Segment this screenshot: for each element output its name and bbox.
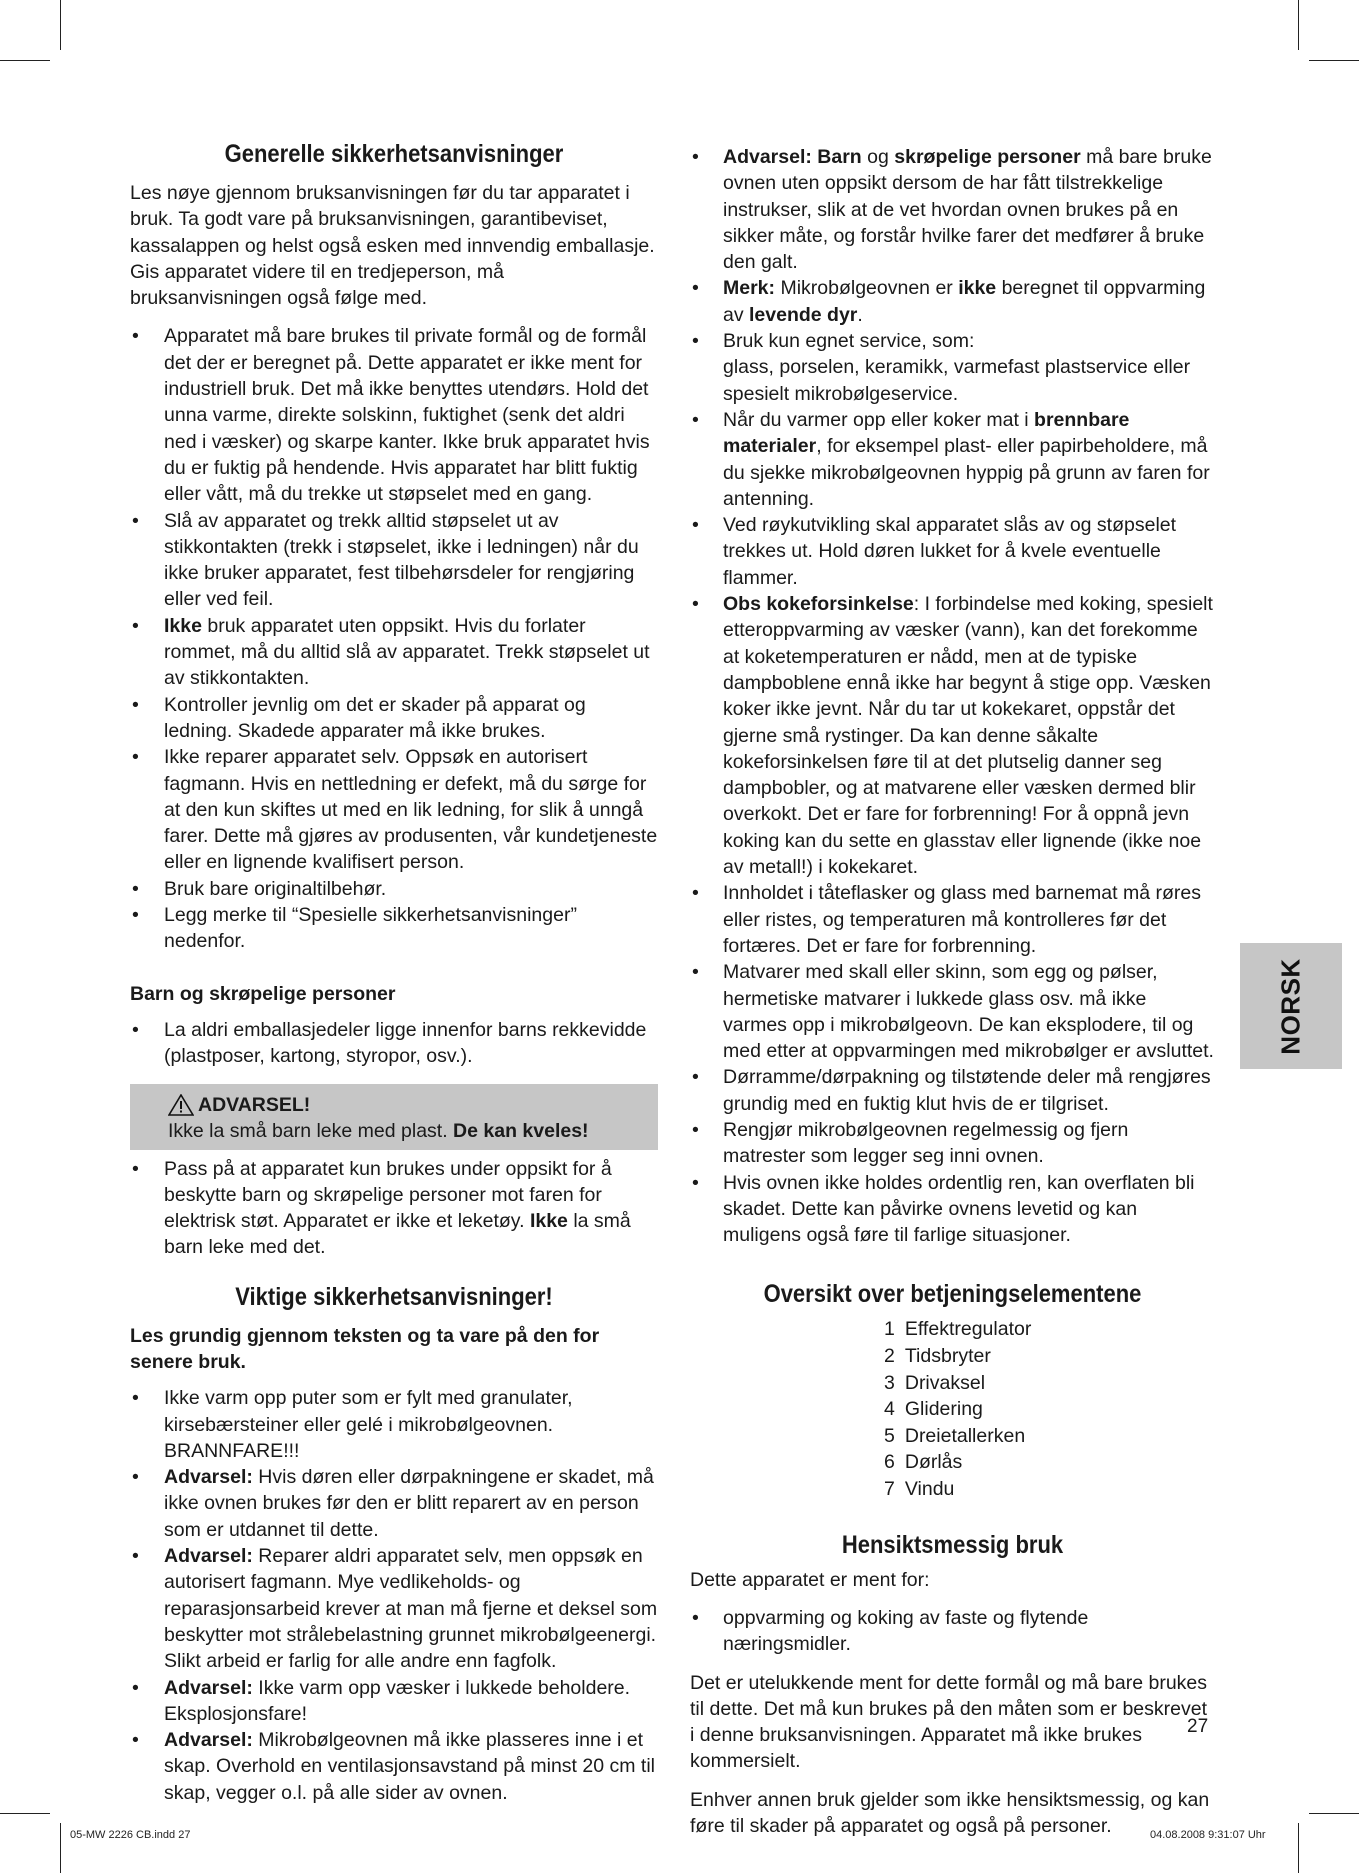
- children-list-1: [130, 1017, 658, 1070]
- language-tab-label: NORSK: [1275, 957, 1306, 1055]
- section-title-intended-use: Hensiktsmessig bruk: [841, 1530, 1064, 1559]
- section-title-controls: Oversikt over betjeningselementene: [763, 1280, 1142, 1309]
- list-item: • Når du varmer opp eller koker mat i brennbare materialer, for eksempel plast- eller papirbeholdere, må du sjekke mikrobølgeovnen hyppig på grunn av faren for antenning.: [690, 407, 1215, 512]
- list-item: • Ikke reparer apparatet selv. Oppsøk en autorisert fagmann. Hvis en nettledning er defekt, må du sørge for at den kun skiftes ut med en lik ledning, for slik å unngå farer. Dette må gjøres av produsenten, vår kundetjeneste eller en lignende kvalifisert person.: [130, 744, 658, 875]
- list-item: • Innholdet i tåteflasker og glass med barnemat må røres eller ristes, og temperaturen må kontrolleres før det fortæres. Det er fare for forbrenning.: [690, 880, 1215, 959]
- warning-text: Ikke la små barn leke med plast. De kan kveles!: [168, 1119, 589, 1142]
- crop-mark: [0, 1813, 50, 1814]
- left-column: [130, 138, 658, 1806]
- list-item: • Legg merke til “Spesielle sikkerhetsanvisninger” nedenfor.: [130, 902, 658, 955]
- list-item: 6 Dørlås: [884, 1451, 963, 1474]
- list-item: • Ikke bruk apparatet uten oppsikt. Hvis du forlater rommet, må du alltid slå av apparatet. Trekk støpselet ut av stikkontakten.: [130, 613, 658, 692]
- list-item: 2 Tidsbryter: [884, 1345, 991, 1368]
- list-item: • Rengjør mikrobølgeovnen regelmessig og fjern matrester som legger seg inni ovnen.: [690, 1117, 1215, 1170]
- children-heading: Barn og skrøpelige personer: [130, 982, 396, 1005]
- children-list-2: [130, 1156, 658, 1261]
- oven-safety-list: [690, 144, 1215, 1248]
- general-safety-list: [130, 323, 658, 954]
- section-title-important-safety: Viktige sikkerhetsanvisninger!: [235, 1282, 553, 1311]
- list-item: • Pass på at apparatet kun brukes under oppsikt for å beskytte barn og skrøpelige personer mot faren for elektrisk støt. Apparatet er ikke et leketøy. Ikke la små barn leke med det.: [130, 1156, 658, 1261]
- list-item: • Kontroller jevnlig om det er skader på apparat og ledning. Skadede apparater må ikke brukes.: [130, 692, 658, 745]
- usage-list: [690, 1605, 1215, 1658]
- list-item: • Advarsel: Barn og skrøpelige personer må bare bruke ovnen uten oppsikt dersom de har fått tilstrekkelige instrukser, slik at de vet hvordan ovnen brukes på en sikker måte, og forstår hvilke farer det medfører å bruke den galt.: [690, 144, 1215, 275]
- list-item: • Slå av apparatet og trekk alltid støpselet ut av stikkontakten (trekk i støpselet, ikke i ledningen) når du ikke bruker apparatet, fest tilbehørsdeler for rengjøring eller ved feil.: [130, 508, 658, 613]
- list-item: • Merk: Mikrobølgeovnen er ikke beregnet til oppvarming av levende dyr.: [690, 275, 1215, 328]
- usage-paragraph: Enhver annen bruk gjelder som ikke hensiktsmessig, og kan føre til skader på apparatet og også på personer.: [690, 1788, 1210, 1837]
- footer-timestamp: 04.08.2008 9:31:07 Uhr: [1150, 1829, 1266, 1841]
- list-item: • Advarsel: Ikke varm opp væsker i lukkede beholdere. Eksplosjonsfare!: [130, 1675, 658, 1728]
- footer-file-info: 05-MW 2226 CB.indd 27: [70, 1829, 191, 1841]
- section-title-general-safety: Generelle sikkerhetsanvisninger: [224, 140, 564, 168]
- crop-mark: [60, 1823, 61, 1873]
- list-item: • Matvarer med skall eller skinn, som egg og pølser, hermetiske matvarer i lukkede glass osv. må ikke varmes opp i mikrobølgeovn. De kan eksplodere, til og med etter at oppvarmingen med mikrobølger er avsluttet.: [690, 959, 1215, 1064]
- crop-mark: [1309, 1813, 1359, 1814]
- page-number: 27: [1187, 1716, 1209, 1737]
- list-item: • Bruk bare originaltilbehør.: [130, 876, 658, 902]
- list-item: • Bruk kun egnet service, som: glass, porselen, keramikk, varmefast plastservice eller spesielt mikrobølgeservice.: [690, 328, 1215, 407]
- crop-mark: [0, 60, 50, 61]
- list-item: • Advarsel: Reparer aldri apparatet selv, men oppsøk en autorisert fagmann. Mye vedlikeholds- og reparasjonsarbeid krever at man må fjerne et deksel som beskytter mot strålebelastning grunnet mikrobølgeenergi. Slikt arbeid er farlig for alle andre enn fagfolk.: [130, 1543, 658, 1674]
- list-item: • oppvarming og koking av faste og flytende næringsmidler.: [690, 1605, 1215, 1658]
- list-item: 5 Dreietallerken: [884, 1424, 1026, 1447]
- list-item: • Advarsel: Mikrobølgeovnen må ikke plasseres inne i et skap. Overhold en ventilasjonsavstand på minst 20 cm til skap, vegger o.l. på alle sider av ovnen.: [130, 1727, 658, 1806]
- crop-mark: [1309, 60, 1359, 61]
- usage-intro: Dette apparatet er ment for:: [690, 1568, 930, 1591]
- list-item: 4 Glidering: [884, 1398, 983, 1421]
- warning-box: [130, 1084, 658, 1150]
- warning-triangle-icon: [168, 1094, 194, 1116]
- list-item: • Ved røykutvikling skal apparatet slås av og støpselet trekkes ut. Hold døren lukket for å kvele eventuelle flammer.: [690, 512, 1215, 591]
- list-item: 7 Vindu: [884, 1478, 955, 1501]
- general-intro: Les nøye gjennom bruksanvisningen før du tar apparatet i bruk. Ta godt vare på bruksanvisningen, garantibeviset, kassalappen og helst også esken med innvendig emballasje. Gis apparatet videre til en tredjeperson, må bruksanvisningen også følge med.: [130, 182, 655, 310]
- list-item: 1 Effektregulator: [884, 1318, 1032, 1341]
- list-item: • Dørramme/dørpakning og tilstøtende deler må rengjøres grundig med en fuktig klut hvis de er tilgriset.: [690, 1064, 1215, 1117]
- important-lead: Les grundig gjennom teksten og ta vare på den for senere bruk.: [130, 1324, 600, 1373]
- list-item: • Apparatet må bare brukes til private formål og de formål det der er beregnet på. Dette apparatet er ikke ment for industriell bruk. Det må ikke benyttes utendørs. Hold det unna varme, direkte solskinn, fuktighet (senk det aldri ned i væsker) og skarpe kanter. Ikke bruk apparatet hvis du er fuktig på hendende. Hvis apparatet har blitt fuktig eller vått, må du trekke ut støpselet med en gang.: [130, 323, 658, 507]
- crop-mark: [60, 0, 61, 50]
- list-item: 3 Drivaksel: [884, 1371, 986, 1394]
- important-safety-list: [130, 1385, 658, 1806]
- controls-list: [884, 1316, 1215, 1502]
- list-item: • Hvis ovnen ikke holdes ordentlig ren, kan overflaten bli skadet. Dette kan påvirke ovnens levetid og kan muligens også føre til farlige situasjoner.: [690, 1170, 1215, 1249]
- list-item: • La aldri emballasjedeler ligge innenfor barns rekkevidde (plastposer, kartong, styropor, osv.).: [130, 1017, 658, 1070]
- usage-paragraph: Det er utelukkende ment for dette formål og må bare brukes til dette. Det må kun brukes på den måten som er beskrevet i denne bruksanvisningen. Apparatet må ikke brukes kommersielt.: [690, 1671, 1208, 1773]
- list-item: • Obs kokeforsinkelse: I forbindelse med koking, spesielt etteroppvarming av væsker (vann), kan det forekomme at koketemperaturen er nådd, men at de typiske dampboblene ennå ikke har begynt å stige opp. Væsken koker ikke jevnt. Når du tar ut kokekaret, oppstår det gjerne små rystinger. Da kan denne såkalte kokeforsinkelsen føre til at det plutselig danner seg dampbobler, og at matvarene eller væsken dermed blir overkokt. Det er fare for forbrenning! For å oppnå jevn koking kan du sette en glasstav eller lignende (ikke noe av metall!) i kokekaret.: [690, 591, 1215, 880]
- right-column: [690, 144, 1215, 1839]
- list-item: • Ikke varm opp puter som er fylt med granulater, kirsebærsteiner eller gelé i mikrobølgeovnen. BRANNFARE!!!: [130, 1385, 658, 1464]
- crop-mark: [1298, 0, 1299, 50]
- warning-title: ADVARSEL!: [168, 1092, 648, 1118]
- crop-mark: [1298, 1823, 1299, 1873]
- list-item: • Advarsel: Hvis døren eller dørpakningene er skadet, må ikke ovnen brukes før den er blitt reparert av en person som er utdannet til dette.: [130, 1464, 658, 1543]
- language-tab: [1240, 943, 1342, 1069]
